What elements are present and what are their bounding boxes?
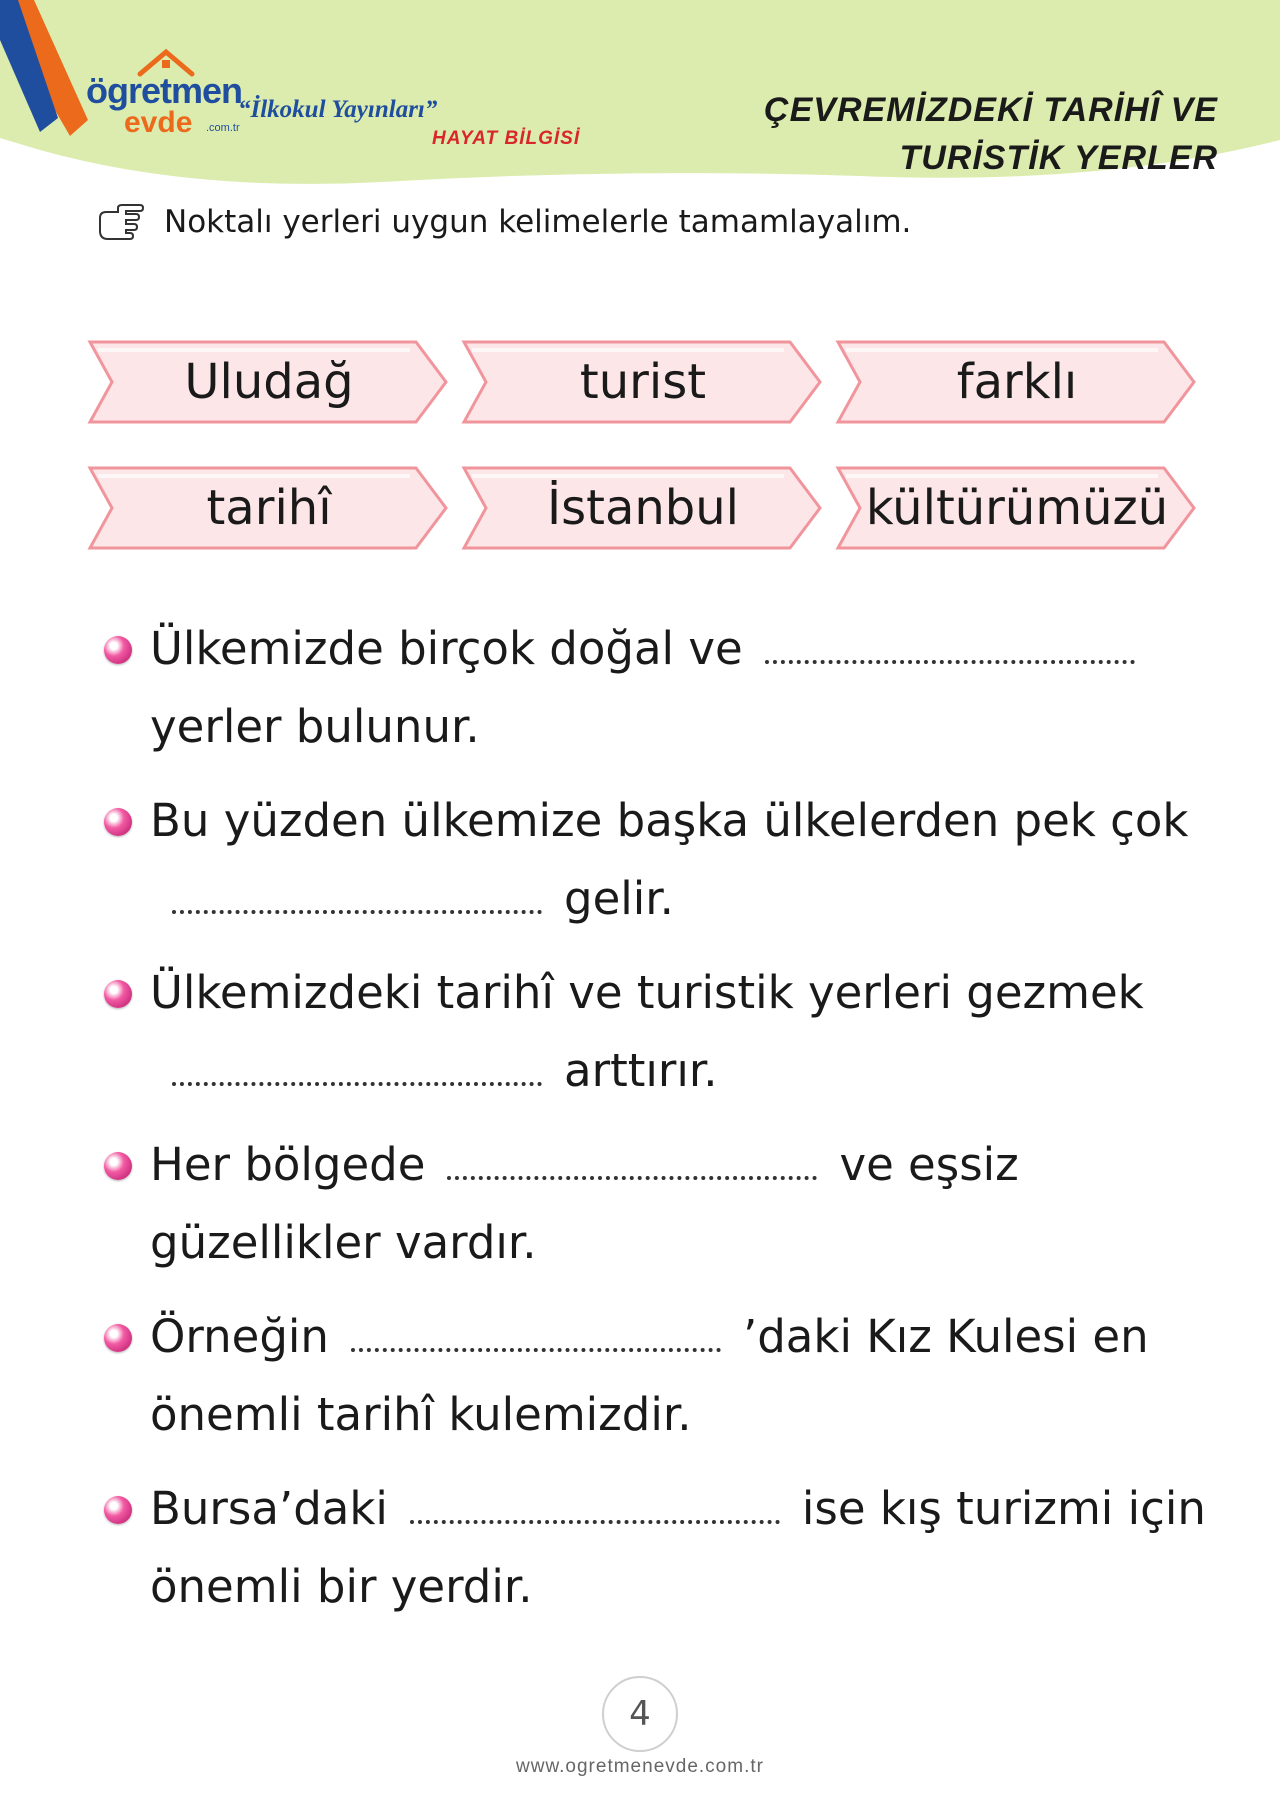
bullet-icon	[104, 980, 132, 1008]
answer-blank[interactable]	[172, 880, 542, 914]
sentence-text-after: gelir.	[564, 872, 674, 925]
answer-blank[interactable]	[447, 1146, 817, 1180]
word-tag-5	[458, 460, 828, 556]
sentence-text-after: yerler bulunur.	[150, 700, 480, 753]
sentence-text-before: Ülkemizde birçok doğal ve	[150, 622, 743, 675]
pointing-hand-icon	[96, 204, 144, 240]
house-icon	[136, 48, 196, 80]
subject-label: HAYAT BİLGİSİ	[432, 128, 581, 149]
footer-url: www.ogretmenevde.com.tr	[516, 1756, 764, 1777]
title-line-1: ÇEVREMİZDEKİ TARİHÎ VE	[764, 91, 1218, 129]
bullet-icon	[104, 1324, 132, 1352]
sentence-2	[100, 782, 1210, 938]
word-tag-4	[84, 460, 454, 556]
sentence-text-after: ve eşsiz güzellikler vardır.	[150, 1138, 1019, 1269]
sentence-4	[100, 1126, 1210, 1282]
logo-suffix: .com.tr	[206, 122, 240, 134]
brand-logo	[86, 70, 243, 139]
word-label: Uludağ	[184, 354, 354, 410]
sentence-text-before: Bu yüzden ülkemize başka ülkelerden pek çok	[150, 794, 1189, 847]
sentence-text-after: arttırır.	[564, 1044, 718, 1097]
word-label: İstanbul	[546, 480, 740, 536]
instruction	[96, 204, 911, 240]
sentence-list	[100, 610, 1210, 1642]
sentence-1	[100, 610, 1210, 766]
word-label: tarihî	[206, 480, 332, 536]
sentence-5	[100, 1298, 1210, 1454]
bullet-icon	[104, 636, 132, 664]
word-tag-1	[84, 334, 454, 430]
bullet-icon	[104, 1496, 132, 1524]
sentence-text-before: Bursa’daki	[150, 1482, 388, 1535]
sentence-text-after: ise kış turizmi için önemli bir yerdir.	[150, 1482, 1206, 1613]
logo-bottom-text: evde	[124, 106, 193, 139]
word-tag-3	[832, 334, 1202, 430]
instruction-text: Noktalı yerleri uygun kelimelerle tamamlayalım.	[164, 204, 912, 240]
bullet-icon	[104, 1152, 132, 1180]
page-number: 4	[602, 1676, 678, 1752]
word-tag-6	[832, 460, 1202, 556]
title-line-2: TURİSTİK YERLER	[899, 139, 1218, 177]
publisher-name: “İlkokul Yayınları”	[238, 96, 438, 123]
sentence-text-before: Her bölgede	[150, 1138, 426, 1191]
logo-top-text: ögretmen	[86, 70, 243, 111]
sentence-text-before: Örneğin	[150, 1310, 329, 1363]
bullet-icon	[104, 808, 132, 836]
answer-blank[interactable]	[765, 630, 1135, 664]
word-label: turist	[579, 354, 707, 410]
word-tag-2	[458, 334, 828, 430]
page-title	[764, 86, 1218, 182]
word-label: farklı	[956, 354, 1078, 410]
sentence-6	[100, 1470, 1210, 1626]
answer-blank[interactable]	[410, 1490, 780, 1524]
sentence-text-after: ’daki Kız Kulesi en önemli tarihî kulemizdir.	[150, 1310, 1149, 1441]
sentence-text-before: Ülkemizdeki tarihî ve turistik yerleri gezmek	[150, 966, 1144, 1019]
word-label: kültürümüzü	[865, 480, 1169, 536]
answer-blank[interactable]	[172, 1052, 542, 1086]
answer-blank[interactable]	[351, 1318, 721, 1352]
sentence-3	[100, 954, 1210, 1110]
